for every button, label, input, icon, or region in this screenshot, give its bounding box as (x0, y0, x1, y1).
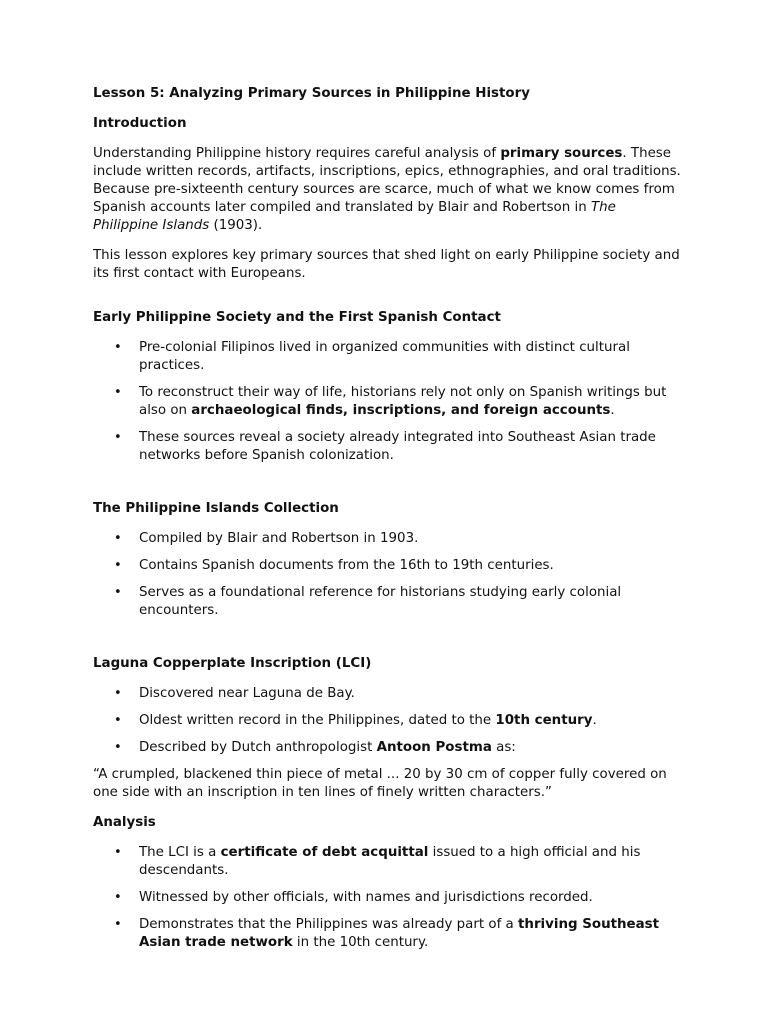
list-item: • Contains Spanish documents from the 16th to 19th centuries. (114, 558, 554, 573)
bullet-icon: • (114, 890, 122, 905)
collection-heading: The Philippine Islands Collection (93, 501, 339, 516)
early-society-list (93, 339, 683, 465)
bullet-icon: • (114, 430, 122, 445)
bullet-icon: • (114, 845, 122, 860)
postma-quote: “A crumpled, blackened thin piece of metal ... 20 by 30 cm of copper fully covered on one side with an inscription in ten lines of finely written characters.” (93, 767, 667, 800)
list-item: • To reconstruct their way of life, historians rely not only on Spanish writings but also on archaeological finds, inscriptions, and foreign accounts. (114, 385, 667, 418)
lci-list (93, 685, 683, 757)
list-item: • Witnessed by other officials, with names and jurisdictions recorded. (114, 890, 593, 905)
collection-list (93, 530, 683, 620)
analysis-list (93, 844, 683, 952)
early-society-heading: Early Philippine Society and the First Spanish Contact (93, 310, 501, 325)
list-item: • Serves as a foundational reference for historians studying early colonial encounters. (114, 585, 622, 618)
bullet-icon: • (114, 385, 122, 400)
bullet-icon: • (114, 917, 122, 932)
bullet-icon: • (114, 585, 122, 600)
bullet-icon: • (114, 558, 122, 573)
bullet-icon: • (114, 686, 122, 701)
list-item: • These sources reveal a society already integrated into Southeast Asian trade networks before Spanish colonization. (114, 430, 656, 463)
list-item: • The LCI is a certificate of debt acquittal issued to a high official and his descendants. (114, 845, 641, 878)
bullet-icon: • (114, 531, 122, 546)
analysis-heading: Analysis (93, 815, 156, 830)
bullet-icon: • (114, 340, 122, 355)
list-item: • Discovered near Laguna de Bay. (114, 686, 355, 701)
intro-paragraph-1: Understanding Philippine history requires careful analysis of primary sources. These include written records, artifacts, inscriptions, epics, ethnographies, and oral traditions. Because pre-sixteenth century sources are scarce, much of what we know comes from Spanish accounts later compiled and translated by Blair and Robertson in The Philippine Islands (1903). (93, 146, 681, 233)
lci-heading: Laguna Copperplate Inscription (LCI) (93, 656, 372, 671)
lesson-title: Lesson 5: Analyzing Primary Sources in Philippine History (93, 86, 530, 101)
intro-heading: Introduction (93, 116, 187, 131)
list-item: • Demonstrates that the Philippines was already part of a thriving Southeast Asian trade network in the 10th century. (114, 917, 660, 950)
bullet-icon: • (114, 740, 122, 755)
document-page (93, 85, 683, 961)
list-item: • Pre-colonial Filipinos lived in organized communities with distinct cultural practices. (114, 340, 630, 373)
bullet-icon: • (114, 713, 122, 728)
intro-paragraph-2: This lesson explores key primary sources that shed light on early Philippine society and its first contact with Europeans. (93, 248, 680, 281)
list-item: • Oldest written record in the Philippines, dated to the 10th century. (114, 713, 597, 728)
list-item: • Described by Dutch anthropologist Antoon Postma as: (114, 740, 516, 755)
list-item: • Compiled by Blair and Robertson in 1903. (114, 531, 419, 546)
